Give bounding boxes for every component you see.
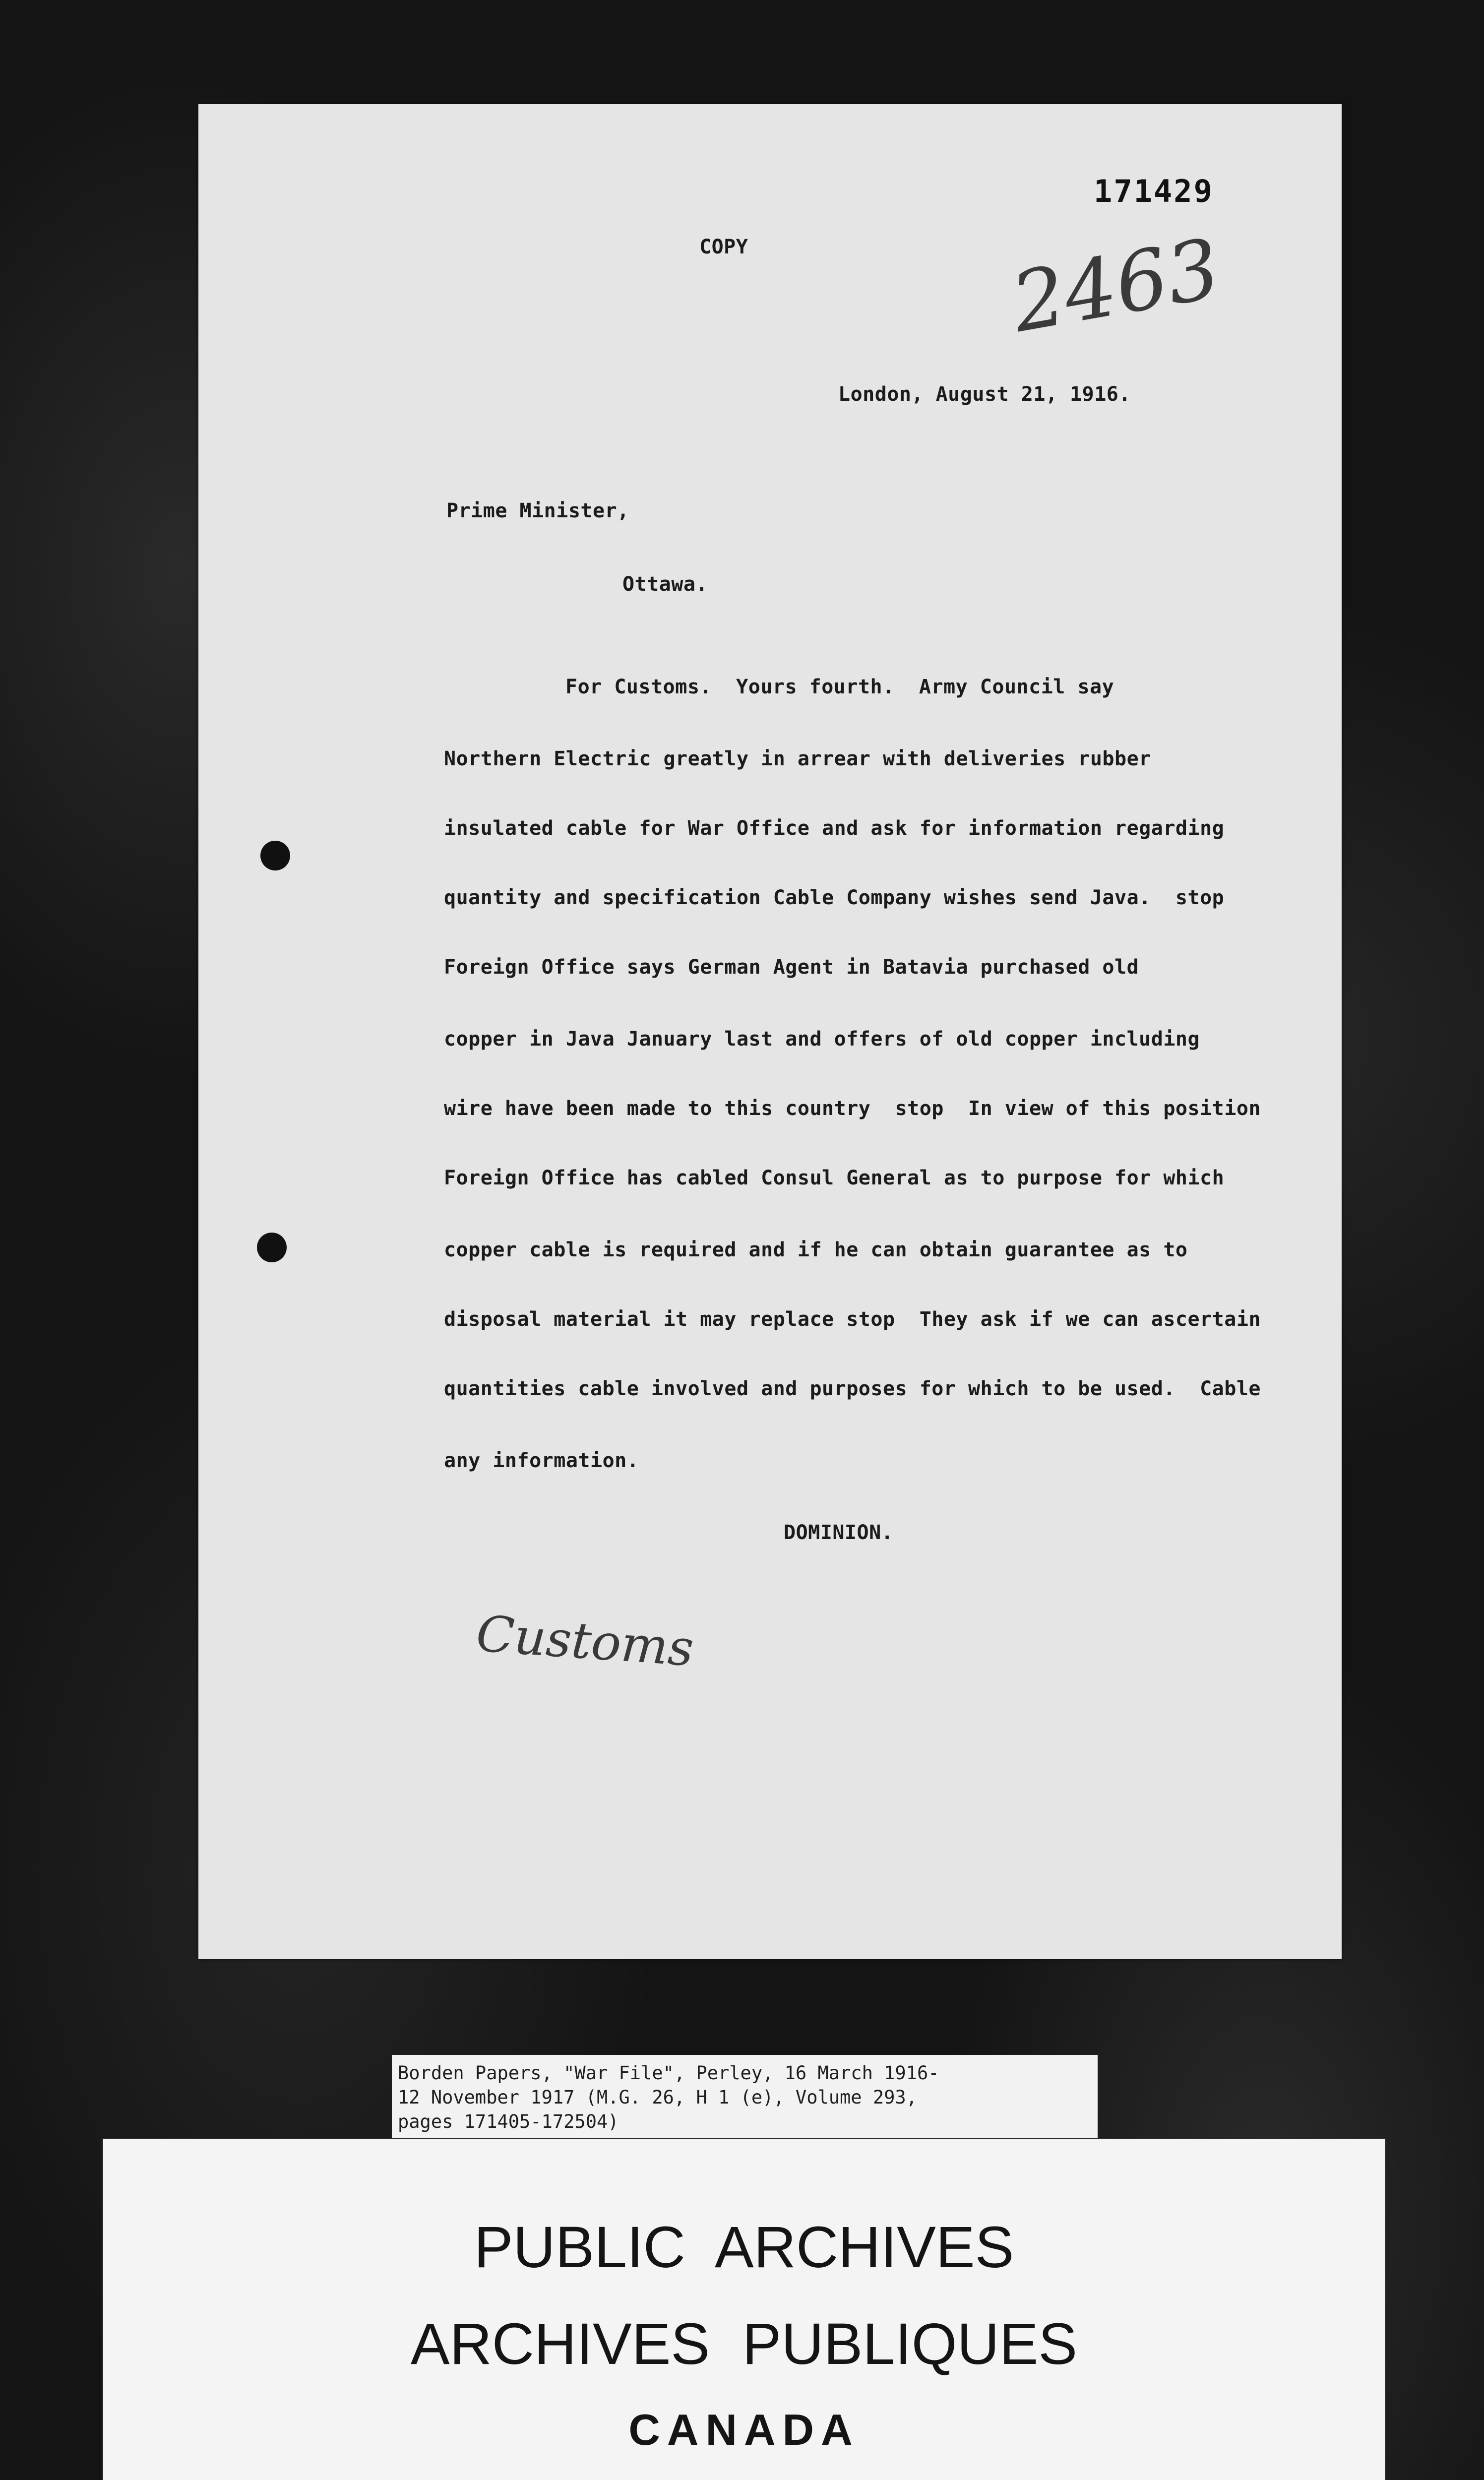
citation-line: 12 November 1917 (M.G. 26, H 1 (e), Volume 293,	[398, 2087, 917, 2108]
archive-card	[102, 2138, 1386, 2480]
body-line: quantity and specification Cable Company wishes send Java. stop	[444, 886, 1225, 909]
punch-hole	[257, 1233, 287, 1262]
body-line: copper cable is required and if he can obtain guarantee as to	[444, 1239, 1188, 1261]
citation-line: pages 171405-172504)	[398, 2111, 619, 2132]
place-date: London, August 21, 1916.	[838, 383, 1131, 406]
archive-country: CANADA	[628, 2405, 860, 2454]
body-line: insulated cable for War Office and ask for information regarding	[444, 817, 1225, 840]
body-line: wire have been made to this country stop In view of this position	[444, 1097, 1261, 1120]
citation-line: Borden Papers, "War File", Perley, 16 March 1916-	[398, 2062, 939, 2084]
body-line: Northern Electric greatly in arrear with deliveries rubber	[444, 747, 1151, 770]
citation-label	[392, 2055, 1098, 2139]
punch-hole	[260, 841, 290, 870]
body-line: copper in Java January last and offers of old copper including	[444, 1028, 1200, 1051]
body-line: For Customs. Yours fourth. Army Council say	[565, 676, 1114, 698]
body-line: Foreign Office has cabled Consul General as to purpose for which	[444, 1167, 1225, 1189]
archive-title-en: PUBLIC ARCHIVES	[474, 2215, 1014, 2280]
body-line: Foreign Office says German Agent in Batavia purchased old	[444, 956, 1139, 979]
stamp-number: 171429	[1094, 173, 1214, 209]
archive-title-fr: ARCHIVES PUBLIQUES	[410, 2311, 1078, 2377]
body-line: quantities cable involved and purposes for which to be used. Cable	[444, 1377, 1261, 1400]
handwritten-number: 2463	[1005, 220, 1227, 351]
body-line: any information.	[444, 1449, 639, 1472]
document-page	[198, 104, 1342, 1959]
copy-label: COPY	[699, 236, 748, 258]
handwritten-note: Customs	[474, 1604, 696, 1678]
signature: DOMINION.	[784, 1521, 894, 1544]
addressee-line-1: Prime Minister,	[446, 499, 629, 522]
addressee-line-2: Ottawa.	[622, 573, 708, 596]
body-line: disposal material it may replace stop They ask if we can ascertain	[444, 1308, 1261, 1331]
